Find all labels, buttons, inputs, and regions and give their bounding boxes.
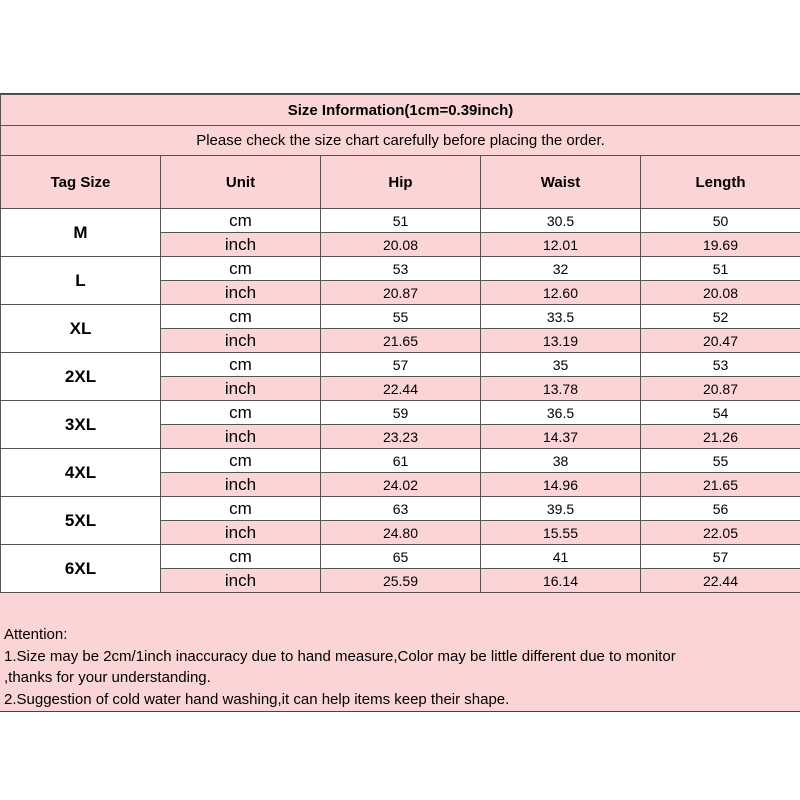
table-row <box>1 257 800 281</box>
hip-cell: 24.80 <box>321 521 481 545</box>
hip-cell: 51 <box>321 209 481 233</box>
length-cell: 50 <box>641 209 800 233</box>
unit-cell: inch <box>161 281 321 305</box>
attention-notes <box>4 624 794 710</box>
length-cell: 52 <box>641 305 800 329</box>
unit-cell: cm <box>161 305 321 329</box>
waist-cell: 35 <box>481 353 641 377</box>
waist-cell: 39.5 <box>481 497 641 521</box>
unit-cell: inch <box>161 473 321 497</box>
tag-size-cell: 4XL <box>1 449 161 497</box>
table-row <box>1 305 800 329</box>
length-cell: 22.44 <box>641 569 800 593</box>
size-chart <box>0 93 800 712</box>
waist-cell: 14.37 <box>481 425 641 449</box>
length-cell: 21.65 <box>641 473 800 497</box>
hip-cell: 23.23 <box>321 425 481 449</box>
hip-cell: 61 <box>321 449 481 473</box>
unit-cell: inch <box>161 377 321 401</box>
length-cell: 51 <box>641 257 800 281</box>
hip-cell: 25.59 <box>321 569 481 593</box>
header-row <box>1 156 800 209</box>
length-cell: 20.87 <box>641 377 800 401</box>
waist-cell: 12.01 <box>481 233 641 257</box>
waist-cell: 33.5 <box>481 305 641 329</box>
table-row <box>1 353 800 377</box>
waist-cell: 13.19 <box>481 329 641 353</box>
hip-cell: 20.87 <box>321 281 481 305</box>
tag-size-cell: 6XL <box>1 545 161 593</box>
hip-cell: 63 <box>321 497 481 521</box>
unit-cell: cm <box>161 545 321 569</box>
length-cell: 54 <box>641 401 800 425</box>
length-cell: 20.08 <box>641 281 800 305</box>
unit-cell: inch <box>161 569 321 593</box>
length-cell: 56 <box>641 497 800 521</box>
tag-size-cell: 3XL <box>1 401 161 449</box>
hip-cell: 24.02 <box>321 473 481 497</box>
tag-size-cell: 2XL <box>1 353 161 401</box>
length-cell: 20.47 <box>641 329 800 353</box>
attention-line-1-continued: ,thanks for your understanding. <box>4 669 211 686</box>
table-row <box>1 545 800 569</box>
unit-cell: cm <box>161 401 321 425</box>
hip-cell: 20.08 <box>321 233 481 257</box>
waist-cell: 38 <box>481 449 641 473</box>
waist-cell: 36.5 <box>481 401 641 425</box>
waist-cell: 15.55 <box>481 521 641 545</box>
attention-line-1: 1.Size may be 2cm/1inch inaccuracy due to hand measure,Color may be little different due to monitor <box>4 647 676 665</box>
header-waist: Waist <box>481 156 641 209</box>
header-unit: Unit <box>161 156 321 209</box>
table-row <box>1 449 800 473</box>
tag-size-cell: M <box>1 209 161 257</box>
hip-cell: 21.65 <box>321 329 481 353</box>
tag-size-cell: L <box>1 257 161 305</box>
size-table <box>0 94 800 593</box>
unit-cell: inch <box>161 425 321 449</box>
unit-cell: cm <box>161 497 321 521</box>
waist-cell: 16.14 <box>481 569 641 593</box>
unit-cell: inch <box>161 521 321 545</box>
hip-cell: 65 <box>321 545 481 569</box>
table-title: Size Information(1cm=0.39inch) <box>1 95 800 126</box>
waist-cell: 30.5 <box>481 209 641 233</box>
hip-cell: 59 <box>321 401 481 425</box>
header-hip: Hip <box>321 156 481 209</box>
waist-cell: 32 <box>481 257 641 281</box>
unit-cell: cm <box>161 209 321 233</box>
tag-size-cell: XL <box>1 305 161 353</box>
table-row <box>1 401 800 425</box>
hip-cell: 57 <box>321 353 481 377</box>
length-cell: 19.69 <box>641 233 800 257</box>
attention-line-2: 2.Suggestion of cold water hand washing,it can help items keep their shape. <box>4 690 510 708</box>
waist-cell: 13.78 <box>481 377 641 401</box>
unit-cell: cm <box>161 257 321 281</box>
attention-heading: Attention: <box>4 626 68 643</box>
hip-cell: 53 <box>321 257 481 281</box>
hip-cell: 22.44 <box>321 377 481 401</box>
waist-cell: 12.60 <box>481 281 641 305</box>
table-row <box>1 209 800 233</box>
unit-cell: cm <box>161 449 321 473</box>
header-length: Length <box>641 156 800 209</box>
length-cell: 55 <box>641 449 800 473</box>
length-cell: 21.26 <box>641 425 800 449</box>
length-cell: 53 <box>641 353 800 377</box>
waist-cell: 41 <box>481 545 641 569</box>
unit-cell: cm <box>161 353 321 377</box>
waist-cell: 14.96 <box>481 473 641 497</box>
unit-cell: inch <box>161 233 321 257</box>
table-row <box>1 497 800 521</box>
header-tag-size: Tag Size <box>1 156 161 209</box>
unit-cell: inch <box>161 329 321 353</box>
hip-cell: 55 <box>321 305 481 329</box>
length-cell: 22.05 <box>641 521 800 545</box>
tag-size-cell: 5XL <box>1 497 161 545</box>
length-cell: 57 <box>641 545 800 569</box>
table-note: Please check the size chart carefully before placing the order. <box>1 126 800 156</box>
